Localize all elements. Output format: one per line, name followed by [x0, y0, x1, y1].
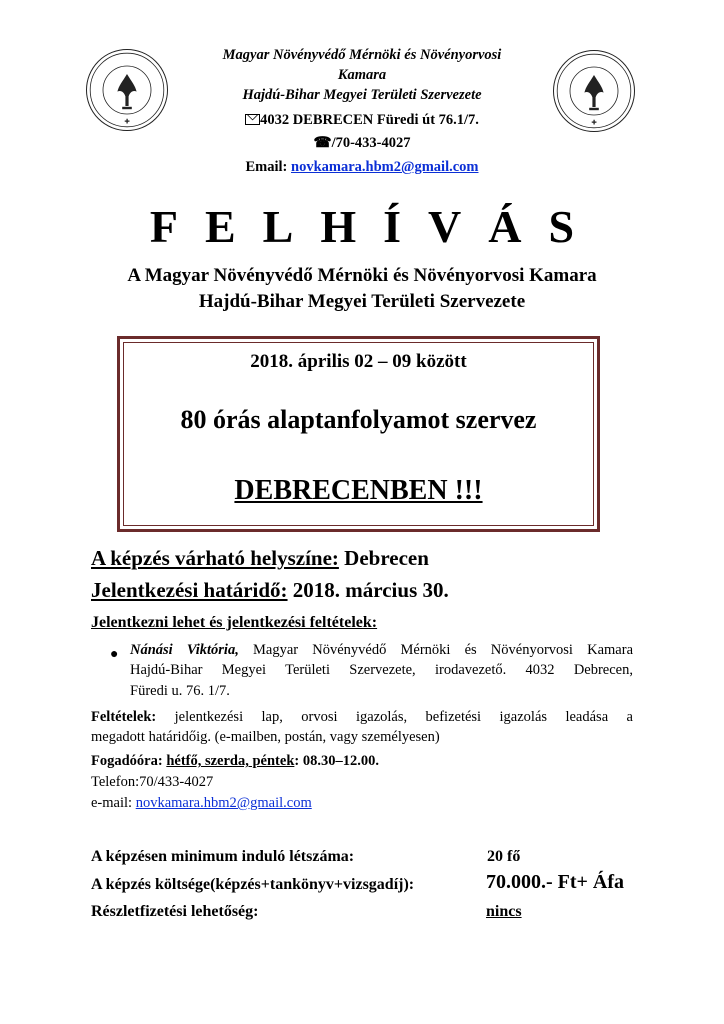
svg-text:✚: ✚ — [591, 119, 597, 127]
conditions-line1: Feltételek: jelentkezési lap, orvosi igazolás, befizetési igazolás leadása a — [91, 709, 633, 725]
org-name-line1: Magyar Növényvédő Mérnöki és Növényorvosi — [222, 47, 502, 63]
course-cost-label: A képzés költsége(képzés+tankönyv+vizsgadíj): — [91, 876, 415, 893]
seal-graphic-left — [87, 50, 167, 130]
contact-line1: Nánási Viktória, Magyar Növényvédő Mérnöki és Növényorvosi Kamara — [130, 642, 634, 658]
org-phone: ☎/70-433-4027 — [313, 135, 411, 151]
subtitle-line2: Hajdú-Bihar Megyei Területi Szervezete — [198, 291, 526, 312]
conditions-label: Feltételek: — [91, 709, 157, 725]
contact-phone: Telefon:70/433-4027 — [91, 774, 214, 790]
office-hours: Fogadóóra: hétfő, szerda, péntek: 08.30–12.00. — [91, 753, 379, 769]
contact-email-link[interactable]: novkamara.hbm2@gmail.com — [135, 795, 312, 811]
conditions-line2: megadott határidőig. (e-mailben, postán, vagy személyesen) — [91, 729, 440, 745]
course-cost-value: 70.000.- Ft+ Áfa — [486, 871, 625, 893]
location-row — [91, 546, 429, 571]
min-participants-value: 20 fő — [487, 848, 521, 865]
page-title: FELHÍVÁS — [149, 201, 602, 252]
installment-label: Részletfizetési lehetőség: — [91, 903, 259, 920]
org-name-line3: Hajdú-Bihar Megyei Területi Szervezete — [242, 87, 482, 103]
announcement-box — [117, 336, 600, 532]
org-address: 4032 DEBRECEN Füredi út 76.1/7. — [170, 111, 554, 130]
svg-text:✚: ✚ — [124, 118, 130, 126]
chamber-seal-left — [86, 49, 168, 131]
contact-name: Nánási Viktória, — [130, 642, 239, 658]
subtitle-line1: A Magyar Növényvédő Mérnöki és Növényorvosi Kamara — [127, 265, 597, 286]
office-hours-time: : 08.30–12.00. — [294, 753, 379, 769]
course-title: 80 órás alaptanfolyamot szervez — [180, 405, 537, 434]
apply-heading: Jelentkezni lehet és jelentkezési feltételek: — [91, 614, 378, 631]
org-email: Email: novkamara.hbm2@gmail.com — [245, 159, 479, 175]
office-hours-days: hétfő, szerda, péntek — [166, 753, 295, 769]
location-label: A képzés várható helyszíne: — [91, 546, 339, 570]
deadline-row — [91, 578, 449, 603]
envelope-icon — [245, 114, 260, 125]
bullet-icon: ● — [110, 647, 119, 662]
location-value: Debrecen — [344, 546, 429, 570]
deadline-label: Jelentkezési határidő: — [91, 578, 288, 602]
min-participants-label: A képzésen minimum induló létszáma: — [91, 848, 355, 865]
contact-line3: Füredi u. 76. 1/7. — [130, 683, 230, 699]
course-dates: 2018. április 02 – 09 között — [250, 351, 467, 372]
org-name-line2: Kamara — [337, 67, 387, 83]
seal-graphic-right — [554, 51, 634, 131]
phone-icon: ☎ — [313, 135, 332, 151]
contact-line2: Hajdú-Bihar Megyei Területi Szervezete, irodavezető. 4032 Debrecen, — [130, 662, 633, 678]
course-city: DEBRECENBEN !!! — [234, 475, 483, 506]
deadline-value: 2018. március 30. — [292, 578, 449, 602]
installment-value: nincs — [486, 903, 522, 920]
contact-email: e-mail: novkamara.hbm2@gmail.com — [91, 795, 312, 811]
chamber-seal-right — [553, 50, 635, 132]
org-email-link[interactable]: novkamara.hbm2@gmail.com — [291, 159, 479, 175]
